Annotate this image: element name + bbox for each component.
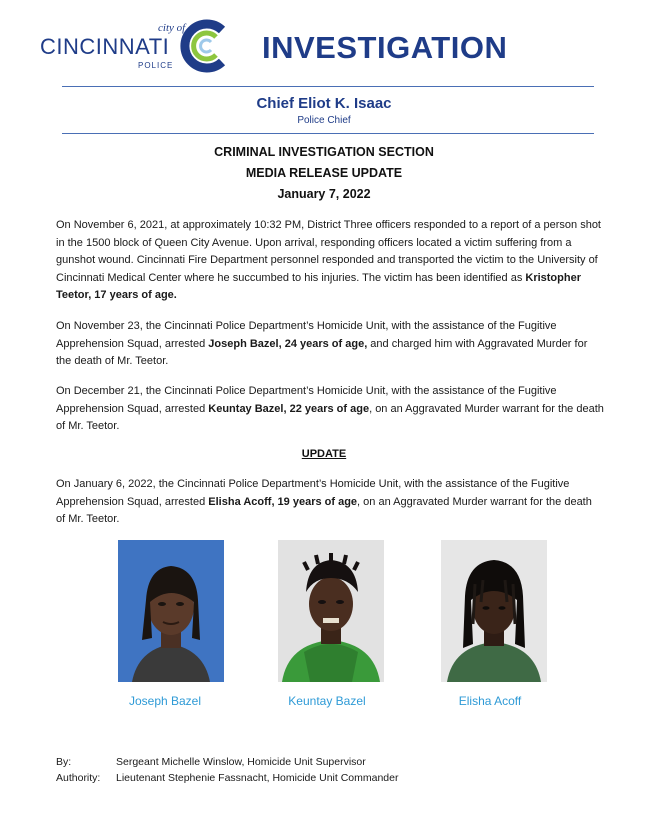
section-heading: CRIMINAL INVESTIGATION SECTION <box>214 145 434 159</box>
logo-city-of: city of <box>158 22 186 34</box>
document-title: INVESTIGATION <box>262 30 508 65</box>
logo-department: POLICE <box>138 61 174 70</box>
photo-caption: Elisha Acoff <box>458 694 522 708</box>
paragraph-arrest-1 <box>56 318 604 371</box>
paragraph-tail: and charged him with Aggravated Murder for the death of Mr. Teetor. <box>56 337 588 367</box>
paragraph-text: On January 6, 2022, the Cincinnati Police Department’s Homicide Unit, with the assistance of the Fugitive Apprehension Squad, arrested <box>56 478 570 508</box>
chief-name: Chief Eliot K. Isaac <box>256 95 392 112</box>
release-date: January 7, 2022 <box>277 187 371 201</box>
logo-city-name: CINCINNATI <box>40 34 170 59</box>
authority-label: Authority: <box>56 772 101 784</box>
by-value: Sergeant Michelle Winslow, Homicide Unit Supervisor <box>116 756 366 768</box>
paragraph-text: On November 6, 2021, at approximately 10:32 PM, District Three officers responded to a report of a person shot in the 1500 block of Queen City Avenue. Upon arrival, responding officers located a victim suffering from a gunshot wound. Cincinnati Fire Department personnel responded and transported the victim to the University of Cincinnati Medical Center where he succumbed to his injuries. The victim has been identified as <box>56 219 601 284</box>
paragraph-arrest-3 <box>56 476 604 529</box>
logo-c-mark-icon <box>178 18 230 74</box>
release-heading: MEDIA RELEASE UPDATE <box>245 166 403 180</box>
paragraph-incident <box>56 217 604 305</box>
by-label: By: <box>56 756 72 768</box>
paragraph-arrest-2 <box>56 383 604 436</box>
chief-title: Police Chief <box>297 115 351 126</box>
paragraph-tail: , on an Aggravated Murder warrant for the death of Mr. Teetor. <box>56 495 592 525</box>
header-divider-top <box>62 86 594 87</box>
header-divider-bottom <box>62 133 594 134</box>
paragraph-text: On December 21, the Cincinnati Police Department’s Homicide Unit, with the assistance of the Fugitive Apprehension Squad, arrested <box>56 385 557 415</box>
portrait-image <box>278 540 384 682</box>
paragraph-text: On November 23, the Cincinnati Police Department’s Homicide Unit, with the assistance of the Fugitive Apprehension Squad, arrested <box>56 320 557 350</box>
cincinnati-police-logo <box>40 18 230 74</box>
suspect-photo-joseph-bazel <box>118 540 224 682</box>
photo-caption: Joseph Bazel <box>128 694 202 708</box>
suspect-name: Joseph Bazel, 24 years of age, <box>208 337 368 350</box>
paragraph-tail: , on an Aggravated Murder warrant for the death of Mr. Teetor. <box>56 402 604 432</box>
suspect-name: Elisha Acoff, 19 years of age <box>208 495 358 508</box>
suspect-photo-elisha-acoff <box>441 540 547 682</box>
photo-caption: Keuntay Bazel <box>288 694 366 708</box>
portrait-image <box>118 540 224 682</box>
suspect-photo-keuntay-bazel <box>278 540 384 682</box>
authority-value: Lieutenant Stephenie Fassnacht, Homicide Unit Commander <box>116 772 399 784</box>
victim-name: Kristopher Teetor, 17 years of age. <box>56 271 581 301</box>
portrait-image <box>441 540 547 682</box>
update-heading: UPDATE <box>301 448 347 460</box>
suspect-name: Keuntay Bazel, 22 years of age <box>208 402 370 415</box>
